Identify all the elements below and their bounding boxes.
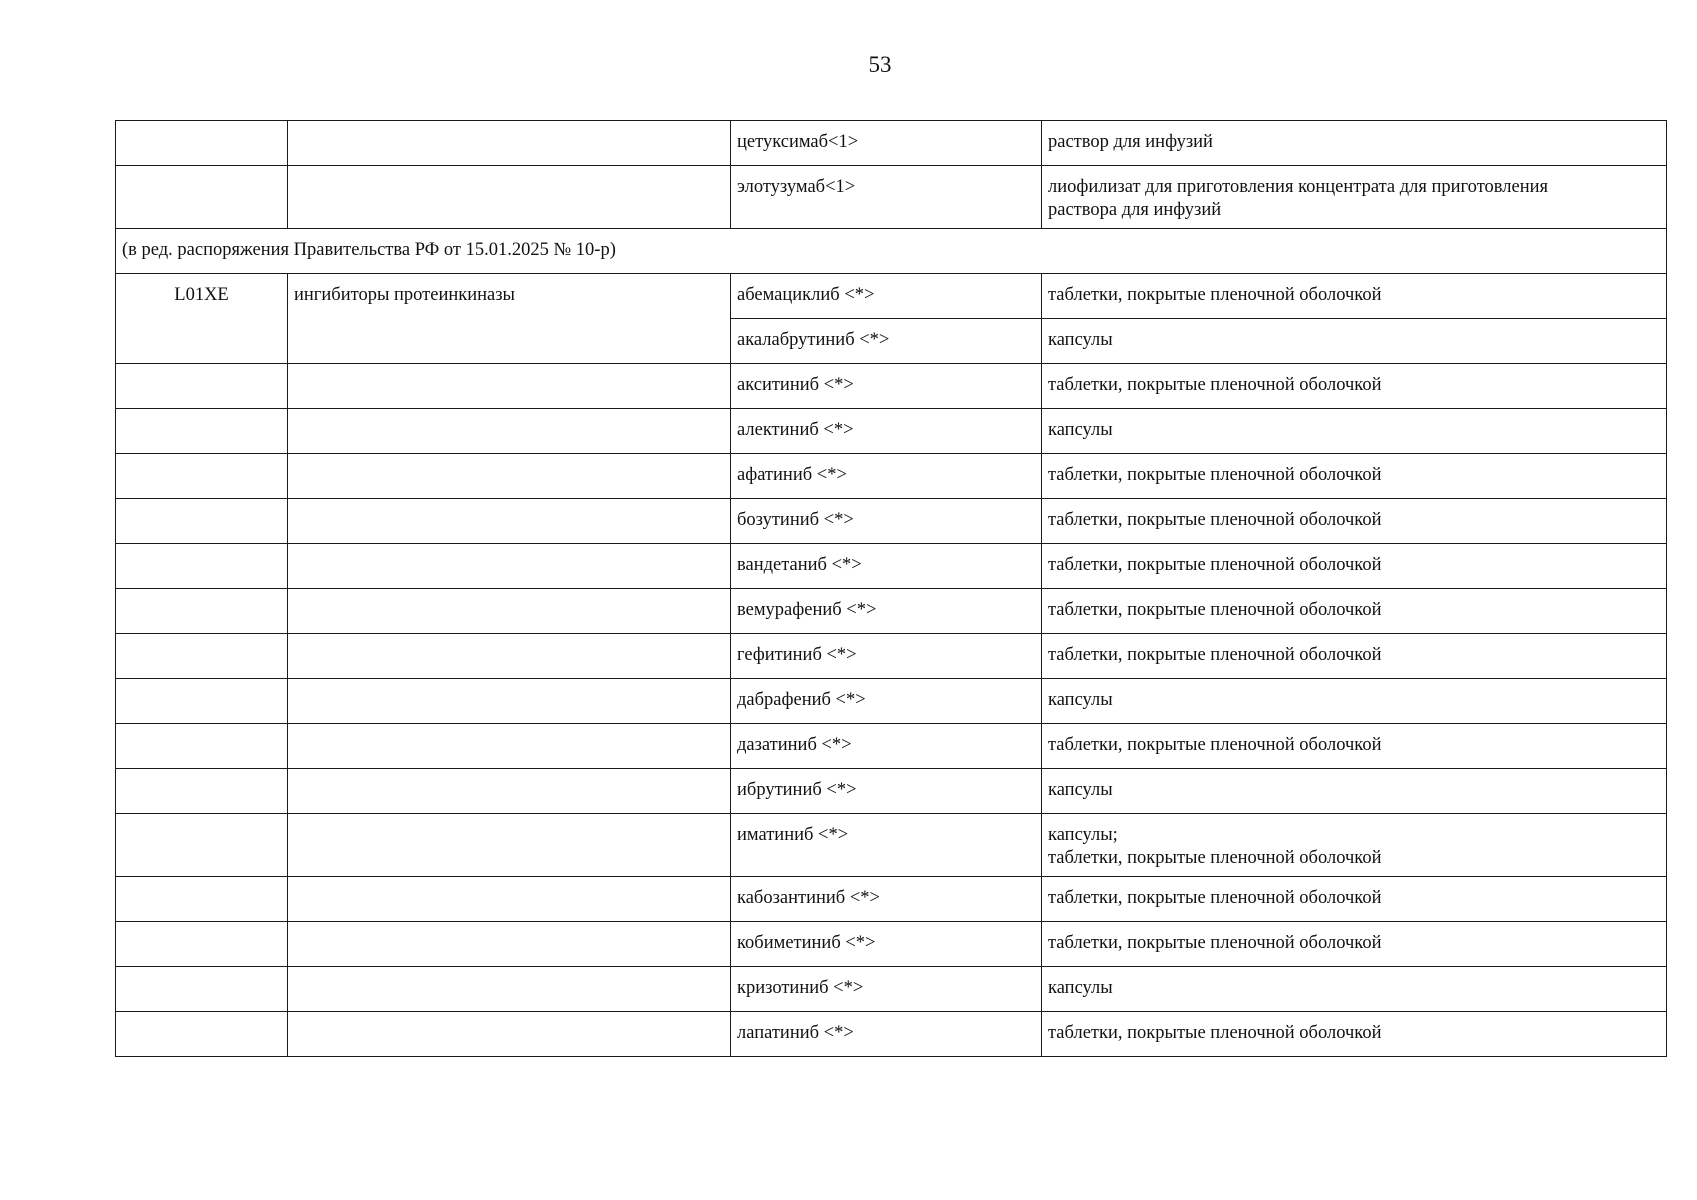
dosage-form-line: таблетки, покрытые пленочной оболочкой xyxy=(1048,888,1382,908)
inn-cell xyxy=(731,634,1042,679)
amendment-row xyxy=(116,229,1667,274)
dosage-form-cell xyxy=(1042,814,1667,877)
atc-group-cell xyxy=(288,634,731,679)
dosage-form-cell xyxy=(1042,877,1667,922)
table-row xyxy=(116,544,1667,589)
inn-cell xyxy=(731,499,1042,544)
atc-code-cell xyxy=(116,877,288,922)
dosage-form-line: капсулы xyxy=(1048,780,1113,800)
inn-name: элотузумаб<1> xyxy=(737,177,856,197)
dosage-form-cell xyxy=(1042,589,1667,634)
inn-cell xyxy=(731,166,1042,229)
atc-code-cell xyxy=(116,454,288,499)
table-row xyxy=(116,409,1667,454)
dosage-form-cell xyxy=(1042,319,1667,364)
dosage-form-line: капсулы xyxy=(1048,420,1113,440)
drug-table xyxy=(115,120,1667,1057)
dosage-form-cell xyxy=(1042,274,1667,319)
inn-cell xyxy=(731,1012,1042,1057)
dosage-form-cell xyxy=(1042,1012,1667,1057)
dosage-form-line: лиофилизат для приготовления концентрата для приготовления xyxy=(1048,177,1549,197)
dosage-form-line: таблетки, покрытые пленочной оболочкой xyxy=(1048,510,1382,530)
inn-name: абемациклиб <*> xyxy=(737,285,875,305)
dosage-form-cell xyxy=(1042,121,1667,166)
dosage-form-cell xyxy=(1042,724,1667,769)
atc-group-cell xyxy=(288,499,731,544)
atc-code-cell xyxy=(116,499,288,544)
dosage-form-line: таблетки, покрытые пленочной оболочкой xyxy=(1048,465,1382,485)
dosage-form-line: таблетки, покрытые пленочной оболочкой xyxy=(1048,1023,1382,1043)
atc-group-cell xyxy=(288,274,731,364)
atc-group-cell xyxy=(288,1012,731,1057)
atc-code-cell xyxy=(116,166,288,229)
atc-code-cell xyxy=(116,634,288,679)
atc-code-cell xyxy=(116,364,288,409)
atc-group-cell xyxy=(288,724,731,769)
atc-group-cell xyxy=(288,877,731,922)
inn-cell xyxy=(731,589,1042,634)
atc-code: L01XE xyxy=(174,285,229,305)
inn-cell xyxy=(731,409,1042,454)
dosage-form-cell xyxy=(1042,922,1667,967)
dosage-form-cell xyxy=(1042,409,1667,454)
atc-code-cell xyxy=(116,121,288,166)
atc-code-cell xyxy=(116,409,288,454)
dosage-form-line: таблетки, покрытые пленочной оболочкой xyxy=(1048,735,1382,755)
atc-code-cell xyxy=(116,589,288,634)
inn-cell xyxy=(731,319,1042,364)
atc-code-cell xyxy=(116,814,288,877)
table-row xyxy=(116,769,1667,814)
dosage-form-cell xyxy=(1042,364,1667,409)
table-row xyxy=(116,274,1667,319)
amendment-note-text: (в ред. распоряжения Правительства РФ от 15.01.2025 № 10-р) xyxy=(122,240,616,260)
dosage-form-line: таблетки, покрытые пленочной оболочкой xyxy=(1048,933,1382,953)
atc-group-cell xyxy=(288,922,731,967)
inn-name: иматиниб <*> xyxy=(737,825,849,845)
inn-cell xyxy=(731,679,1042,724)
dosage-form-line: капсулы xyxy=(1048,330,1113,350)
dosage-form-line: раствора для инфузий xyxy=(1048,200,1222,220)
page-number: 53 xyxy=(868,52,892,77)
atc-group-cell xyxy=(288,364,731,409)
dosage-form-line: таблетки, покрытые пленочной оболочкой xyxy=(1048,285,1382,305)
inn-name: гефитиниб <*> xyxy=(737,645,857,665)
inn-cell xyxy=(731,724,1042,769)
inn-name: алектиниб <*> xyxy=(737,420,854,440)
inn-cell xyxy=(731,121,1042,166)
atc-group-name: ингибиторы протеинкиназы xyxy=(294,285,515,305)
table-row xyxy=(116,922,1667,967)
inn-cell xyxy=(731,922,1042,967)
atc-code-cell xyxy=(116,724,288,769)
inn-name: афатиниб <*> xyxy=(737,465,847,485)
atc-code-cell xyxy=(116,274,288,364)
table-row xyxy=(116,814,1667,877)
inn-cell xyxy=(731,967,1042,1012)
atc-code-cell xyxy=(116,769,288,814)
inn-name: кобиметиниб <*> xyxy=(737,933,876,953)
atc-group-cell xyxy=(288,589,731,634)
atc-group-cell xyxy=(288,409,731,454)
dosage-form-cell xyxy=(1042,499,1667,544)
atc-code-cell xyxy=(116,679,288,724)
inn-cell xyxy=(731,877,1042,922)
dosage-form-line: таблетки, покрытые пленочной оболочкой xyxy=(1048,645,1382,665)
atc-group-cell xyxy=(288,679,731,724)
inn-name: кабозантиниб <*> xyxy=(737,888,880,908)
inn-name: вемурафениб <*> xyxy=(737,600,877,620)
atc-group-cell xyxy=(288,121,731,166)
inn-name: бозутиниб <*> xyxy=(737,510,854,530)
atc-code-cell xyxy=(116,1012,288,1057)
atc-group-cell xyxy=(288,967,731,1012)
table-row xyxy=(116,589,1667,634)
dosage-form-cell xyxy=(1042,544,1667,589)
atc-code-cell xyxy=(116,544,288,589)
inn-cell xyxy=(731,814,1042,877)
dosage-form-line: таблетки, покрытые пленочной оболочкой xyxy=(1048,375,1382,395)
inn-name: акалабрутиниб <*> xyxy=(737,330,890,350)
atc-group-cell xyxy=(288,166,731,229)
table-row xyxy=(116,877,1667,922)
inn-cell xyxy=(731,364,1042,409)
inn-name: акситиниб <*> xyxy=(737,375,854,395)
table-row xyxy=(116,724,1667,769)
inn-name: вандетаниб <*> xyxy=(737,555,862,575)
table-row xyxy=(116,634,1667,679)
atc-code-cell xyxy=(116,967,288,1012)
inn-cell xyxy=(731,274,1042,319)
table-row xyxy=(116,121,1667,166)
inn-name: ибрутиниб <*> xyxy=(737,780,857,800)
table-row xyxy=(116,499,1667,544)
dosage-form-line: таблетки, покрытые пленочной оболочкой xyxy=(1048,848,1382,868)
inn-name: дазатиниб <*> xyxy=(737,735,852,755)
dosage-form-cell xyxy=(1042,634,1667,679)
inn-name: цетуксимаб<1> xyxy=(737,132,859,152)
inn-cell xyxy=(731,769,1042,814)
dosage-form-line: капсулы xyxy=(1048,978,1113,998)
table-row xyxy=(116,364,1667,409)
atc-group-cell xyxy=(288,769,731,814)
dosage-form-cell xyxy=(1042,454,1667,499)
atc-group-cell xyxy=(288,454,731,499)
atc-group-cell xyxy=(288,814,731,877)
dosage-form-line: раствор для инфузий xyxy=(1048,132,1213,152)
inn-cell xyxy=(731,544,1042,589)
amendment-note xyxy=(116,229,1667,274)
dosage-form-line: таблетки, покрытые пленочной оболочкой xyxy=(1048,555,1382,575)
dosage-form-cell xyxy=(1042,166,1667,229)
inn-name: лапатиниб <*> xyxy=(737,1023,854,1043)
table-row xyxy=(116,679,1667,724)
dosage-form-line: капсулы xyxy=(1048,690,1113,710)
inn-cell xyxy=(731,454,1042,499)
inn-name: кризотиниб <*> xyxy=(737,978,864,998)
inn-name: дабрафениб <*> xyxy=(737,690,866,710)
dosage-form-line: таблетки, покрытые пленочной оболочкой xyxy=(1048,600,1382,620)
table-row xyxy=(116,454,1667,499)
atc-code-cell xyxy=(116,922,288,967)
dosage-form-cell xyxy=(1042,679,1667,724)
table-row xyxy=(116,1012,1667,1057)
table-row xyxy=(116,967,1667,1012)
atc-group-cell xyxy=(288,544,731,589)
dosage-form-line: капсулы; xyxy=(1048,825,1118,845)
table-row xyxy=(116,166,1667,229)
dosage-form-cell xyxy=(1042,967,1667,1012)
dosage-form-cell xyxy=(1042,769,1667,814)
